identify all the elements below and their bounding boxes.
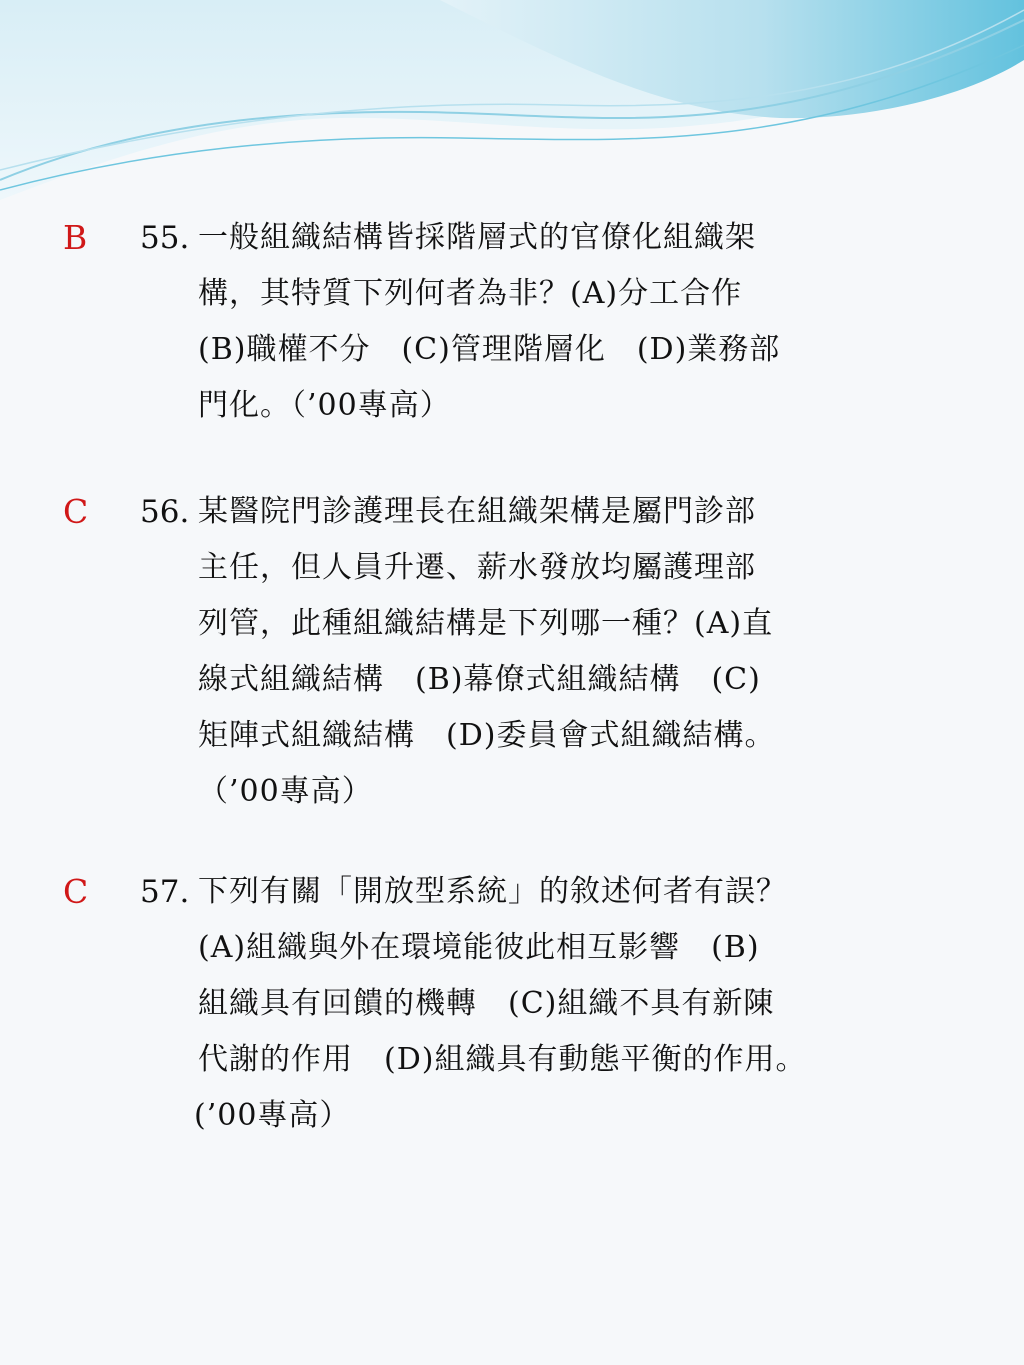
question-text-line: (A)組織與外在環境能彼此相互影響 (B) [198, 930, 760, 965]
question-text-line: 某醫院門診護理長在組織架構是屬門診部 [198, 494, 756, 529]
question-text-line: 構，其特質下列何者為非？(A)分工合作 [198, 276, 743, 311]
question-text-line: 線式組織結構 (B)幕僚式組織結構 (C) [198, 662, 761, 697]
question-text-line: 矩陣式組織結構 (D)委員會式組織結構。 [198, 718, 776, 753]
question-text-line: 代謝的作用 (D)組織具有動態平衡的作用。 [198, 1042, 807, 1077]
answer-key: C [63, 492, 89, 531]
answer-key: C [63, 872, 89, 911]
question-text-line: 列管，此種組織結構是下列哪一種？(A)直 [198, 606, 774, 641]
question-text-line: 一般組織結構皆採階層式的官僚化組織架 [198, 220, 756, 255]
question-text-line: (’00專高） [194, 1098, 351, 1133]
question-text-line: （’00專高） [198, 774, 373, 809]
question-text-line: 組織具有回饋的機轉 (C)組織不具有新陳 [198, 986, 775, 1021]
question-text-line: 下列有關「開放型系統」的敘述何者有誤？ [198, 874, 787, 909]
question-number: 55. [140, 220, 190, 256]
question-text-line: (B)職權不分 (C)管理階層化 (D)業務部 [198, 332, 781, 367]
question-text-line: 門化。（’00專高） [198, 388, 451, 423]
question-text-line: 主任，但人員升遷、薪水發放均屬護理部 [198, 550, 756, 585]
answer-key: B [63, 218, 88, 257]
question-number: 57. [140, 874, 190, 910]
question-number: 56. [140, 494, 190, 530]
